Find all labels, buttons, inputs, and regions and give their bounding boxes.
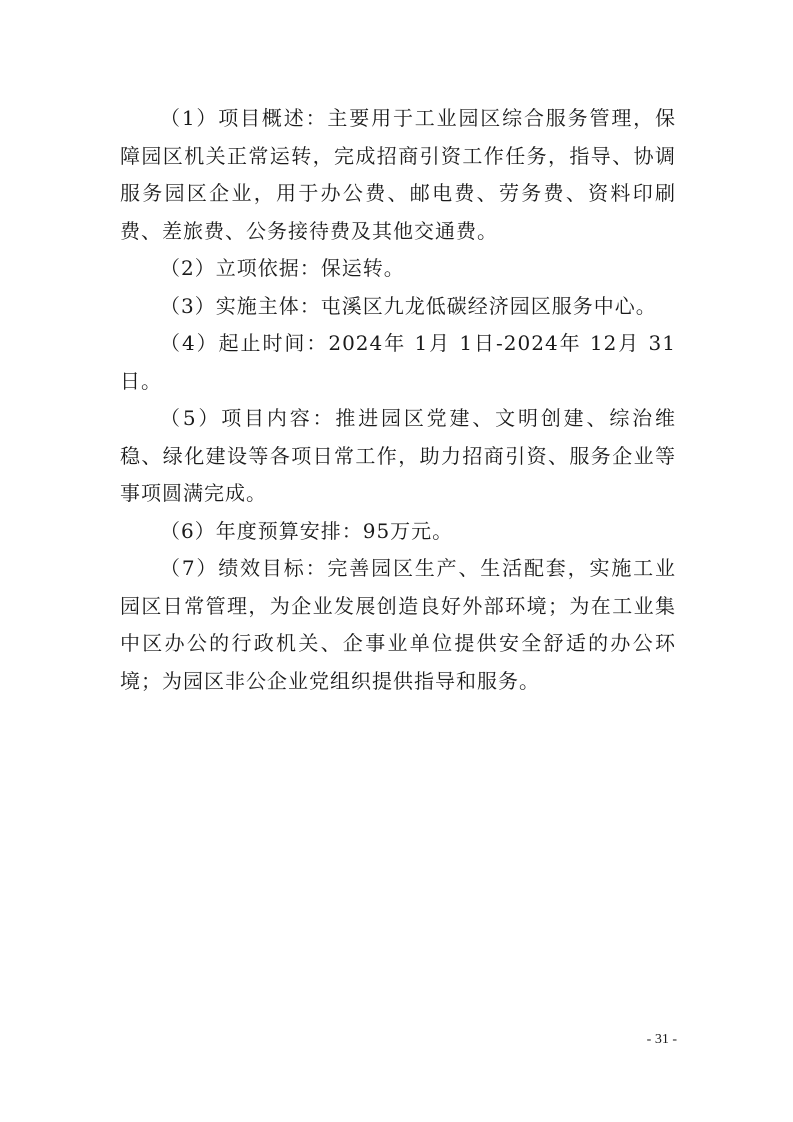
page-number: - 31 - (646, 1032, 677, 1047)
paragraph-project-basis: （2）立项依据：保运转。 (160, 256, 405, 280)
paragraph-time-period: （4）起止时间：2024年 1月 1日-2024年 12月 31日。 (120, 331, 676, 393)
paragraph-project-content: （5）项目内容：推进园区党建、文明创建、综治维稳、绿化建设等各项日常工作，助力招商引资、服务企业等事项圆满完成。 (120, 406, 676, 505)
paragraph-project-overview: （1）项目概述：主要用于工业园区综合服务管理，保障园区机关正常运转，完成招商引资工作任务，指导、协调服务园区企业，用于办公费、邮电费、劳务费、资料印刷费、差旅费、公务接待费及其他交通费。 (120, 106, 676, 243)
document-body (120, 100, 676, 700)
paragraph-annual-budget: （6）年度预算安排：95万元。 (160, 518, 454, 543)
paragraph-implementing-body: （3）实施主体：屯溪区九龙低碳经济园区服务中心。 (160, 293, 657, 318)
paragraph-performance-goals: （7）绩效目标：完善园区生产、生活配套，实施工业园区日常管理，为企业发展创造良好外部环境；为在工业集中区办公的行政机关、企事业单位提供安全舒适的办公环境；为园区非公企业党组织提供指导和服务。 (120, 556, 676, 693)
